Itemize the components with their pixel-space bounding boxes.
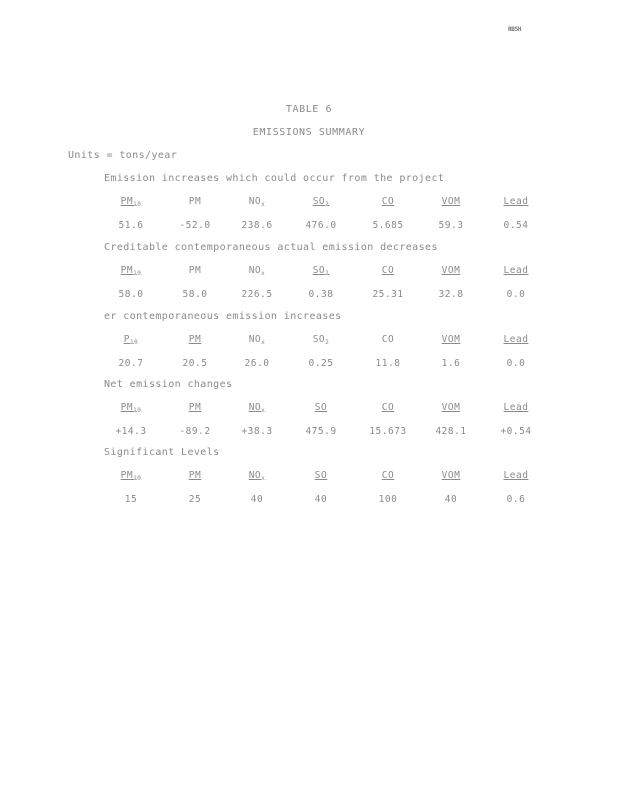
pollutant-label: SO (312, 334, 326, 345)
emission-value: 476.0 (305, 220, 337, 231)
pollutant-header (353, 265, 423, 276)
emission-value-row (0, 289, 618, 303)
section-heading: Emission increases which could occur from the project (104, 173, 445, 184)
pollutant-header (286, 470, 356, 481)
pollutant-label: PM (188, 402, 202, 413)
pollutant-header (96, 470, 166, 482)
emission-value: -52.0 (179, 220, 211, 231)
emission-value: 15 (124, 494, 138, 505)
table-title: TABLE 6 (285, 104, 333, 115)
pollutant-subscript: 2 (325, 270, 330, 277)
pollutant-header (286, 334, 356, 346)
pollutant-header (160, 265, 230, 276)
pollutant-label: PM (188, 470, 202, 481)
emission-value: 40 (444, 494, 458, 505)
pollutant-label: CO (381, 402, 395, 413)
pollutant-header (160, 402, 230, 413)
pollutant-header (286, 402, 356, 413)
pollutant-subscript: 10 (133, 475, 142, 482)
emission-value: 32.8 (438, 289, 464, 300)
pollutant-header (416, 196, 486, 207)
emission-value: 59.3 (438, 220, 464, 231)
pollutant-label: SO (312, 196, 326, 207)
pollutant-subscript: 10 (133, 201, 142, 208)
pollutant-header (96, 334, 166, 346)
pollutant-header-row (0, 470, 618, 484)
emission-value: +0.54 (500, 426, 532, 437)
emission-value: 5.685 (372, 220, 404, 231)
pollutant-subscript: 10 (133, 407, 142, 414)
emission-value: 0.0 (506, 358, 526, 369)
pollutant-label: PM (120, 402, 134, 413)
page-identifier: RBSH (508, 26, 522, 33)
emission-value: 0.25 (308, 358, 334, 369)
pollutant-label: VOM (441, 265, 461, 276)
pollutant-header (353, 470, 423, 481)
pollutant-label: NO (248, 196, 262, 207)
pollutant-header (353, 196, 423, 207)
pollutant-subscript: 2 (325, 201, 330, 208)
emission-value: 1.6 (441, 358, 461, 369)
emission-value: +14.3 (115, 426, 147, 437)
pollutant-subscript: x (261, 407, 266, 414)
emission-value: 0.0 (506, 289, 526, 300)
pollutant-header (481, 196, 551, 207)
pollutant-label: VOM (441, 402, 461, 413)
pollutant-label: PM (188, 334, 202, 345)
pollutant-label: SO (314, 470, 328, 481)
pollutant-subscript: 10 (130, 339, 139, 346)
emission-value: 25 (188, 494, 202, 505)
pollutant-header (160, 334, 230, 345)
pollutant-label: SO (312, 265, 326, 276)
pollutant-label: NO (248, 265, 262, 276)
pollutant-subscript: 2 (325, 339, 330, 346)
emission-value: 25.31 (372, 289, 404, 300)
pollutant-label: VOM (441, 334, 461, 345)
pollutant-label: SO (314, 402, 328, 413)
emission-value: -89.2 (179, 426, 211, 437)
emission-value: 58.0 (118, 289, 144, 300)
pollutant-subscript: x (261, 339, 266, 346)
pollutant-header (416, 265, 486, 276)
pollutant-header (222, 402, 292, 414)
emission-value: 58.0 (182, 289, 208, 300)
pollutant-label: PM (188, 196, 202, 207)
pollutant-header (286, 265, 356, 277)
pollutant-label: Lead (503, 196, 529, 207)
emission-value: 20.7 (118, 358, 144, 369)
emission-value: 40 (314, 494, 328, 505)
pollutant-label: PM (120, 265, 134, 276)
pollutant-label: Lead (503, 470, 529, 481)
pollutant-label: CO (381, 265, 395, 276)
emission-value: 0.54 (503, 220, 529, 231)
pollutant-header (481, 334, 551, 345)
pollutant-header (416, 402, 486, 413)
emission-value: 40 (250, 494, 264, 505)
pollutant-header (96, 196, 166, 208)
pollutant-header-row (0, 265, 618, 279)
pollutant-header (222, 196, 292, 208)
pollutant-label: CO (381, 334, 395, 345)
pollutant-header (353, 402, 423, 413)
pollutant-label: PM (120, 196, 134, 207)
pollutant-header (160, 196, 230, 207)
emission-value: 20.5 (182, 358, 208, 369)
pollutant-label: CO (381, 196, 395, 207)
units-note: Units = tons/year (68, 150, 178, 161)
pollutant-header (222, 470, 292, 482)
pollutant-header (481, 470, 551, 481)
section-heading: er contemporaneous emission increases (104, 311, 342, 322)
pollutant-label: PM (188, 265, 202, 276)
emission-value: 475.9 (305, 426, 337, 437)
emission-value: 238.6 (241, 220, 273, 231)
emission-value: 428.1 (435, 426, 467, 437)
pollutant-label: NO (248, 402, 262, 413)
pollutant-subscript: 10 (133, 270, 142, 277)
section-heading: Significant Levels (104, 447, 220, 458)
emission-value: 0.38 (308, 289, 334, 300)
emission-value: +38.3 (241, 426, 273, 437)
pollutant-label: VOM (441, 470, 461, 481)
pollutant-header (416, 470, 486, 481)
pollutant-header (160, 470, 230, 481)
pollutant-label: CO (381, 470, 395, 481)
emission-value-row (0, 220, 618, 234)
pollutant-subscript: x (261, 270, 266, 277)
pollutant-header-row (0, 334, 618, 348)
pollutant-header-row (0, 196, 618, 210)
pollutant-header (481, 265, 551, 276)
pollutant-header (286, 196, 356, 208)
emission-value-row (0, 494, 618, 508)
section-heading: Net emission changes (104, 379, 233, 390)
pollutant-header (222, 265, 292, 277)
emission-value: 51.6 (118, 220, 144, 231)
emission-value-row (0, 426, 618, 440)
pollutant-label: NO (248, 470, 262, 481)
pollutant-label: VOM (441, 196, 461, 207)
pollutant-label: NO (248, 334, 262, 345)
emission-value: 100 (378, 494, 398, 505)
emission-value: 0.6 (506, 494, 526, 505)
pollutant-subscript: x (261, 475, 266, 482)
pollutant-label: Lead (503, 334, 529, 345)
pollutant-header (481, 402, 551, 413)
emission-value-row (0, 358, 618, 372)
pollutant-header (353, 334, 423, 345)
pollutant-label: Lead (503, 402, 529, 413)
emission-value: 226.5 (241, 289, 273, 300)
pollutant-label: PM (120, 470, 134, 481)
pollutant-header (222, 334, 292, 346)
pollutant-subscript: x (261, 201, 266, 208)
emission-value: 15.673 (369, 426, 407, 437)
pollutant-header (96, 265, 166, 277)
emission-value: 26.0 (244, 358, 270, 369)
pollutant-label: Lead (503, 265, 529, 276)
table-subtitle: EMISSIONS SUMMARY (252, 127, 366, 138)
section-heading: Creditable contemporaneous actual emission decreases (104, 242, 438, 253)
pollutant-header (96, 402, 166, 414)
pollutant-label: P (123, 334, 130, 345)
emission-value: 11.8 (375, 358, 401, 369)
pollutant-header-row (0, 402, 618, 416)
pollutant-header (416, 334, 486, 345)
